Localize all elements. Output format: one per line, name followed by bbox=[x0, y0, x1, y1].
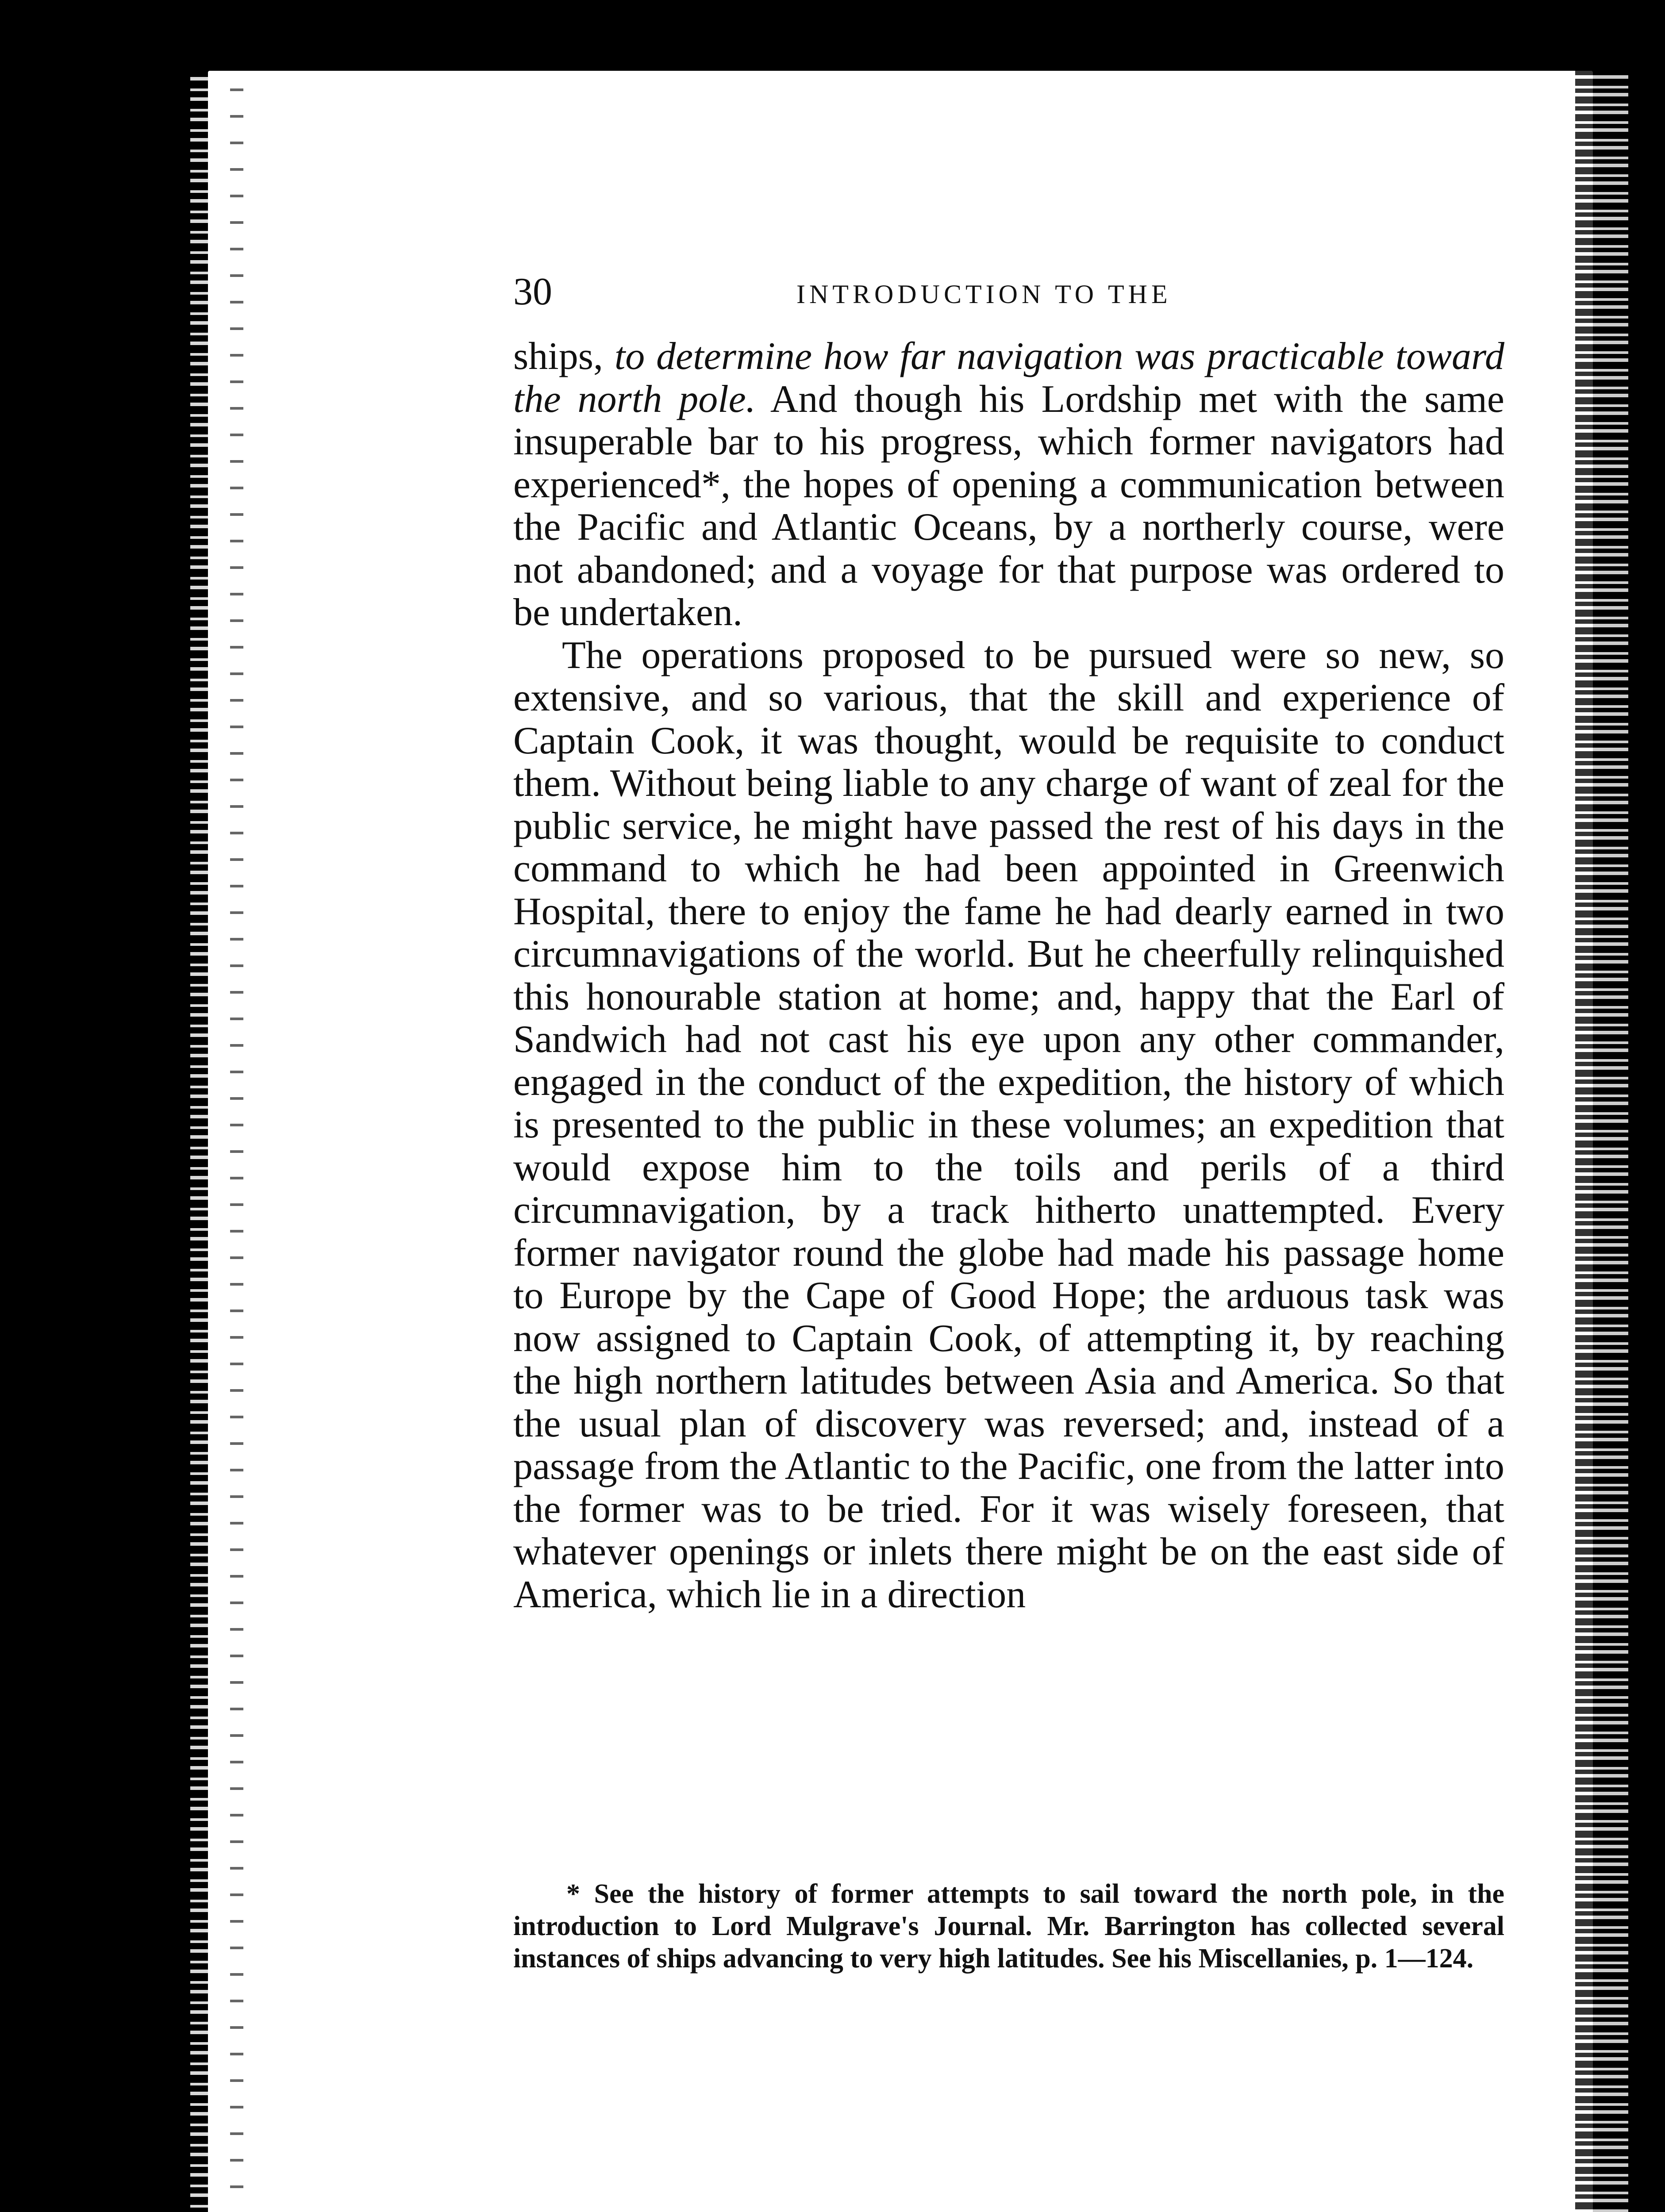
page-edge-right bbox=[1575, 71, 1628, 2212]
running-head: INTRODUCTION TO THE bbox=[796, 280, 1172, 309]
page-gutter-shadow bbox=[230, 88, 243, 2212]
page-header bbox=[513, 268, 1513, 316]
footnote: * See the history of former attempts to sail toward the north pole, in the introduction to Lord Mulgrave's Journal. Mr. Barrington has collected several instances of ships advancing to very high latitudes. See his Miscellanies, p. 1—124. bbox=[513, 1879, 1504, 1974]
page-number: 30 bbox=[513, 270, 552, 313]
paragraph-1-start: ships, bbox=[513, 335, 615, 378]
paragraph-1 bbox=[513, 335, 1504, 634]
paragraph-2: The operations proposed to be pursued were so new, so extensive, and so various, that the skill and experience of Captain Cook, it was thought, would be requisite to conduct them. Without being liable to any charge of want of zeal for the public service, he might have passed the rest of his days in the command to which he had been appointed in Greenwich Hospital, there to enjoy the fame he had dearly earned in two circumnavigations of the world. But he cheerfully relinquished this honourable station at home; and, happy that the Earl of Sandwich had not cast his eye upon any other commander, engaged in the conduct of the expedition, the history of which is presented to the public in these volumes; an expedition that would expose him to the toils and perils of a third circumnavigation, by a track hitherto unattempted. Every former navigator round the globe had made his passage home to Europe by the Cape of Good Hope; the arduous task was now assigned to Captain Cook, of attempting it, by reaching the high northern latitudes between Asia and America. So that the usual plan of discovery was reversed; and, instead of a passage from the Atlantic to the Pacific, one from the latter into the former was to be tried. For it was wisely foreseen, that whatever openings or inlets there might be on the east side of America, which lie in a direction bbox=[513, 634, 1504, 1616]
paragraph-1-italic: to determine how far navigation was practicable toward the north pole. bbox=[513, 335, 1504, 421]
body-text bbox=[513, 335, 1504, 1616]
paragraph-1-rest: And though his Lordship met with the same insuperable bar to his progress, which former navigators had experienced*, the hopes of opening a communication between the Pacific and Atlantic Oceans, by a northerly course, were not abandoned; and a voyage for that purpose was ordered to be undertaken. bbox=[513, 377, 1504, 634]
